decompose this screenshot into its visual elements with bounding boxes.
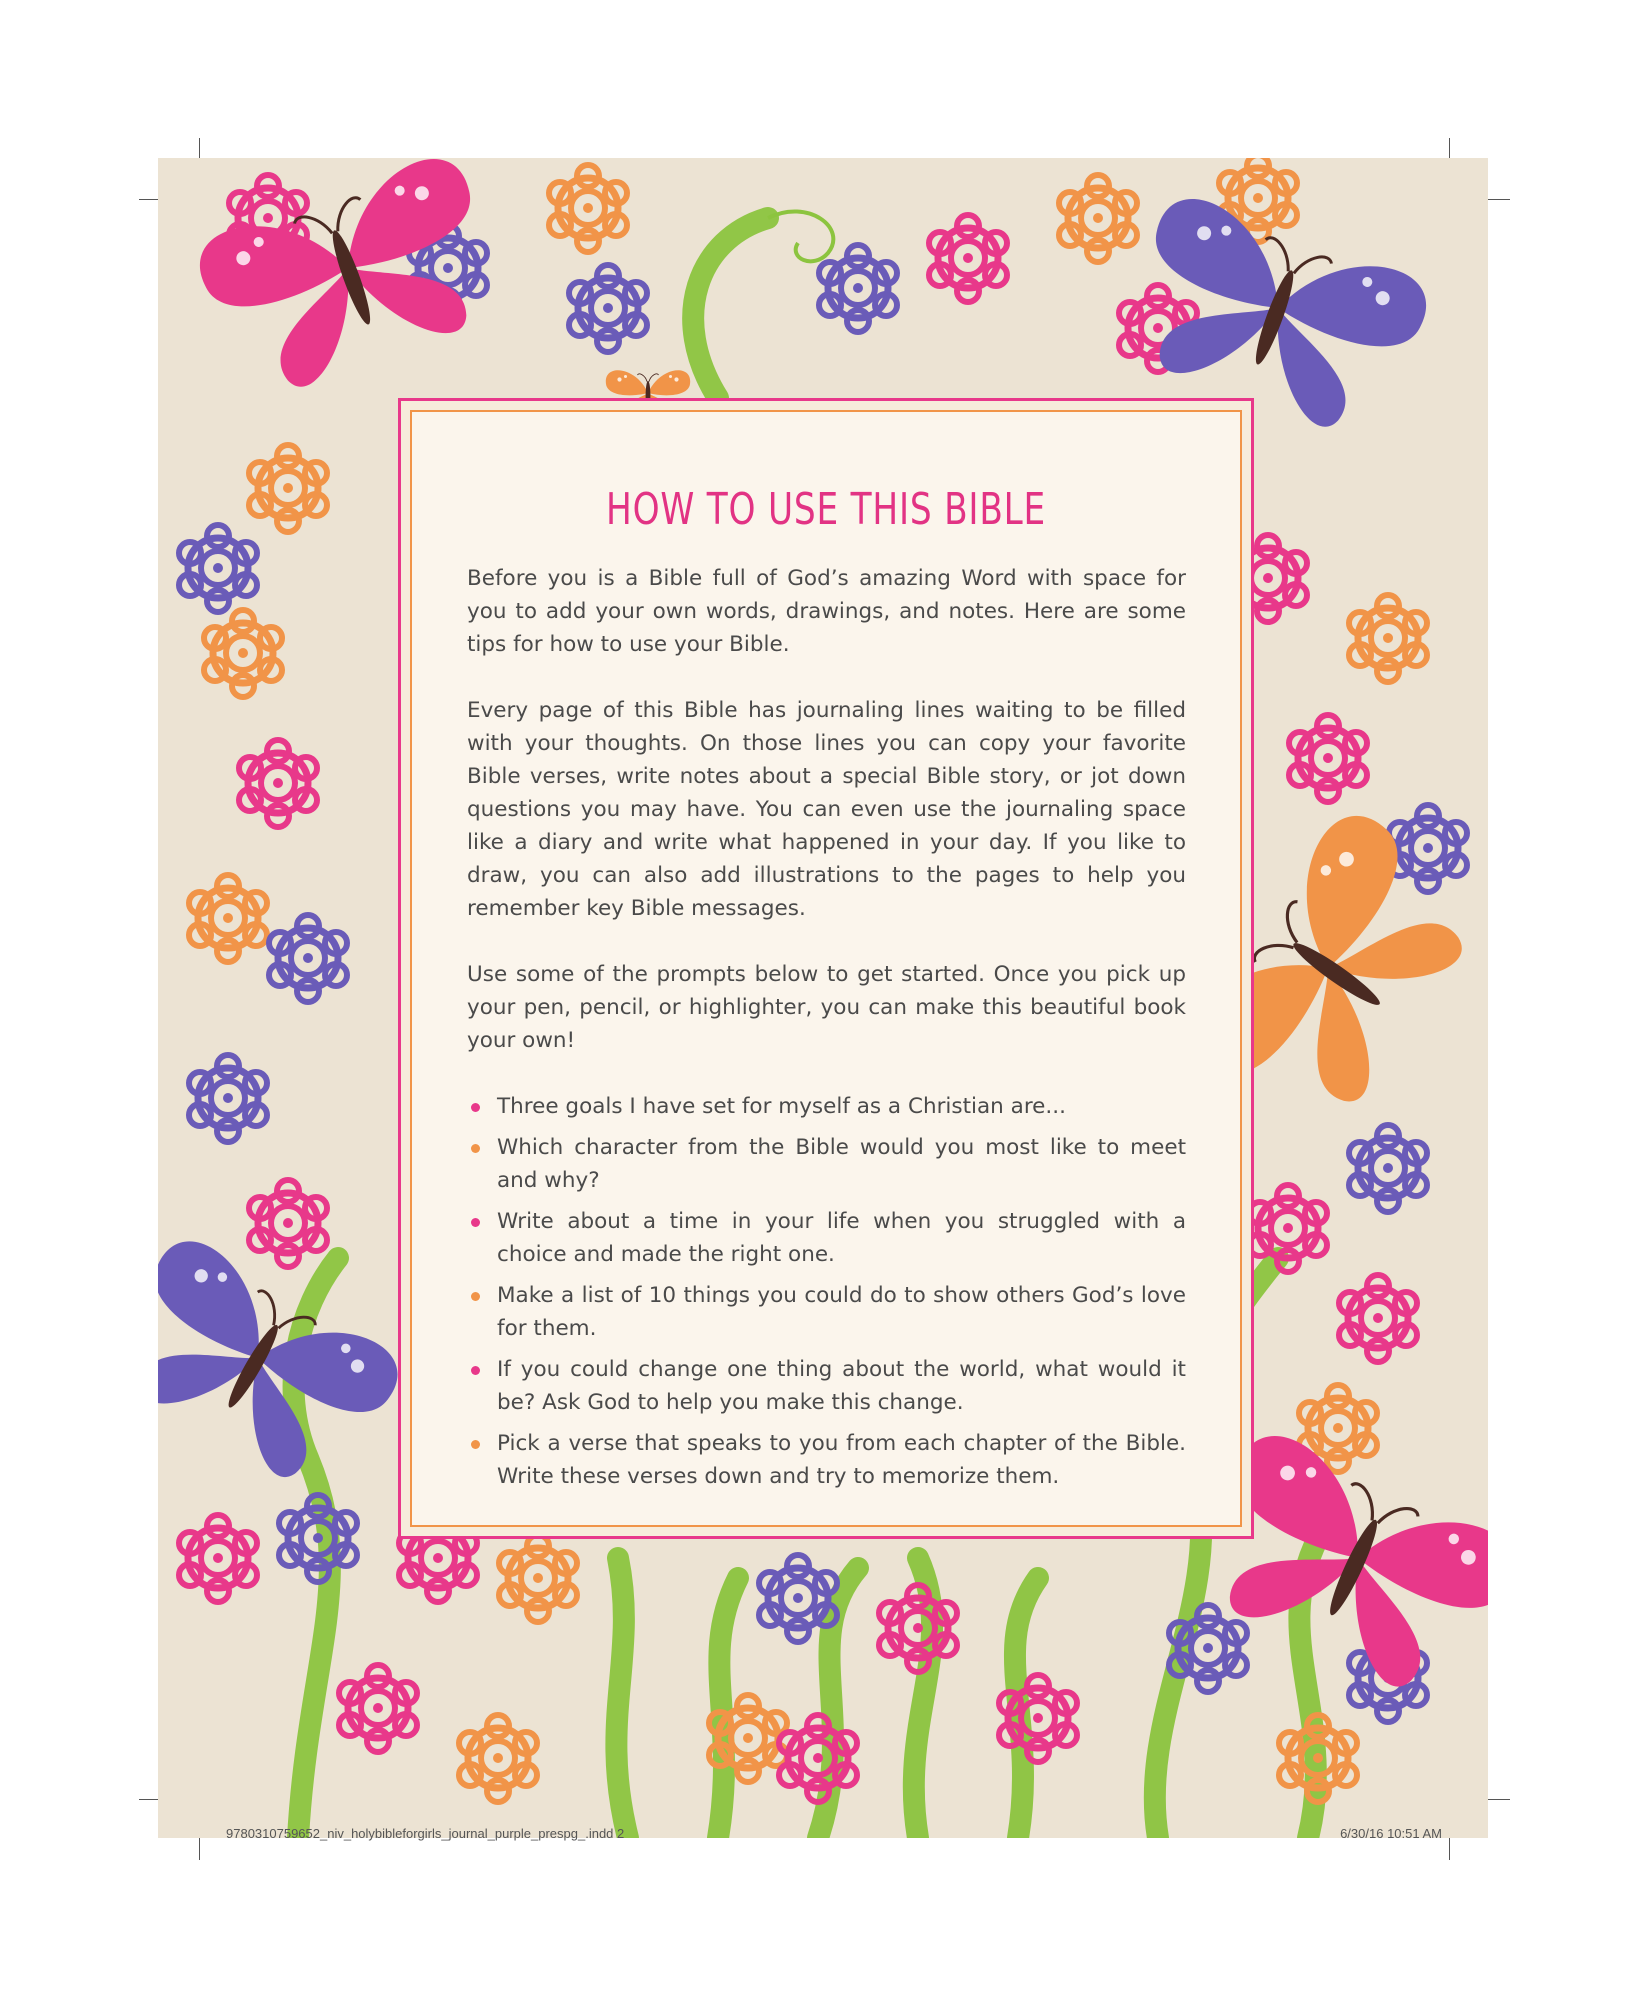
- journaling-paragraph: Every page of this Bible has journaling lines waiting to be filled with your thoughts. On those lines you can copy your favorite Bible verses, write notes about a special Bible story, or jot down questions you may have. You can even use the journaling space like a diary and write what happened in your day. If you like to draw, you can also add illustrations to the pages to help you remember key Bible messages.: [467, 698, 1186, 921]
- prompt-list: [467, 1090, 1186, 1493]
- prompt-text: Make a list of 10 things you could do to show others God’s love for them.: [497, 1283, 1186, 1341]
- bullet-dot-icon: [471, 1218, 480, 1227]
- bullet-dot-icon: [471, 1292, 480, 1301]
- prompts-intro-paragraph: Use some of the prompts below to get started. Once you pick up your pen, pencil, or highlighter, you can make this beautiful book your own!: [467, 962, 1186, 1053]
- bullet-dot-icon: [471, 1440, 480, 1449]
- page-title: HOW TO USE THIS BIBLE: [605, 484, 1047, 535]
- list-item: [467, 1279, 1186, 1345]
- prompt-text: If you could change one thing about the world, what would it be? Ask God to help you make this change.: [497, 1357, 1186, 1415]
- bullet-dot-icon: [471, 1144, 480, 1153]
- prompt-text: Which character from the Bible would you most like to meet and why?: [497, 1135, 1186, 1193]
- footer-filename: 9780310759652_niv_holybibleforgirls_journal_purple_prespg_.indd 2: [226, 1826, 625, 1841]
- prompt-text: Pick a verse that speaks to you from each chapter of the Bible. Write these verses down and try to memorize them.: [497, 1431, 1186, 1489]
- prompt-text: Write about a time in your life when you struggled with a choice and made the right one.: [497, 1209, 1186, 1267]
- bullet-dot-icon: [471, 1103, 480, 1112]
- list-item: [467, 1090, 1186, 1123]
- content-panel: [398, 398, 1254, 1539]
- content-panel-inner: [410, 410, 1242, 1527]
- list-item: [467, 1353, 1186, 1419]
- intro-paragraph: Before you is a Bible full of God’s amazing Word with space for you to add your own words, drawings, and notes. Here are some tips for how to use your Bible.: [467, 566, 1186, 657]
- list-item: [467, 1427, 1186, 1493]
- list-item: [467, 1131, 1186, 1197]
- body-text: [467, 562, 1186, 1501]
- prompt-text: Three goals I have set for myself as a Christian are...: [497, 1094, 1066, 1119]
- list-item: [467, 1205, 1186, 1271]
- bullet-dot-icon: [471, 1366, 480, 1375]
- page-background: [158, 158, 1488, 1838]
- footer-timestamp: 6/30/16 10:51 AM: [1340, 1826, 1442, 1841]
